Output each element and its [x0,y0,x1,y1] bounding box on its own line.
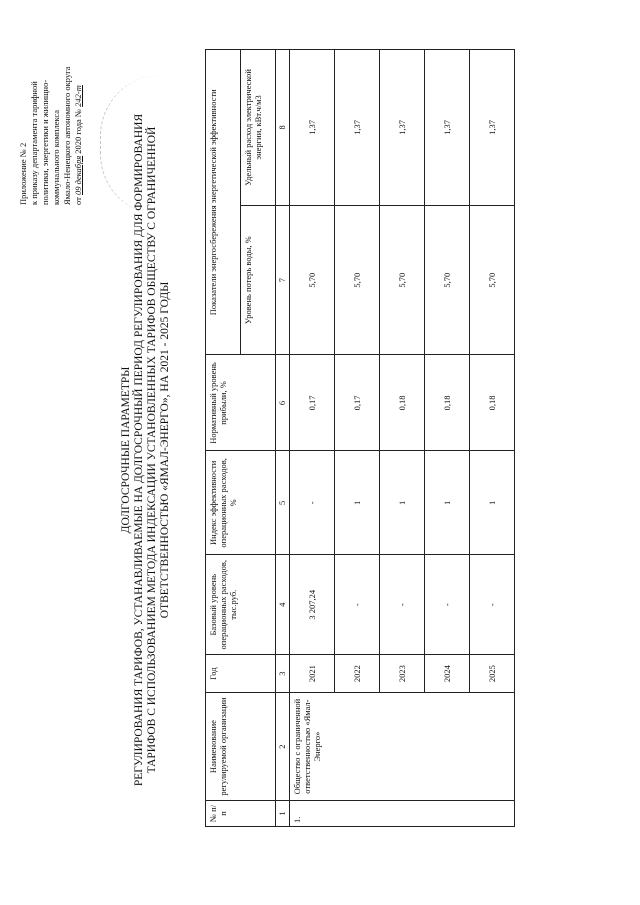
document-title [120,35,172,865]
cell-loss: 5,70 [470,205,515,355]
appendix-line: Ямало-Ненецкого автономного округа [62,66,72,205]
cell-year: 2023 [380,655,425,693]
cell-loss: 5,70 [335,205,380,355]
title-line: ТАРИФОВ С ИСПОЛЬЗОВАНИЕМ МЕТОДА ИНДЕКСАЦИИ УСТАНОВЛЕННЫХ ТАРИФОВ ОБЩЕСТВУ С ОГРАНИЧЕННОЙ [146,126,158,774]
appendix-date-line [73,5,84,205]
cell-year: 2022 [335,655,380,693]
header-org: Наименование регулируемой организации [206,693,276,801]
cell-index: 1 [425,451,470,555]
cell-consumption: 1,37 [470,50,515,206]
header-energy-group: Показатели энергосбережения энергетической эффективности [206,50,241,356]
handwritten-number: 242-т [73,85,83,107]
cell-consumption: 1,37 [425,50,470,206]
date-suffix: 2020 года № [73,108,83,154]
organization-name: Общество с ограниченной ответственностью «Ямал-Энерго» [290,693,515,801]
header-index: Индекс эффективности операционных расходов, % [206,451,276,555]
cell-base: - [335,555,380,655]
cell-profit: 0,18 [470,355,515,451]
date-prefix: от [73,197,83,205]
cell-year: 2024 [425,655,470,693]
cell-year: 2025 [470,655,515,693]
header-consumption: Удельный расход электрической энергии, кВт.ч/м3 [241,50,276,206]
title-line: ОТВЕТСТВЕННОСТЬЮ «ЯМАЛ-ЭНЕРГО», НА 2021 - 2025 ГОДЫ [159,281,171,619]
column-number: 1 [276,801,290,827]
appendix-line: коммунального комплекса [51,109,61,205]
cell-year: 2021 [290,655,335,693]
column-number: 8 [276,50,290,206]
column-number: 4 [276,555,290,655]
cell-profit: 0,17 [290,355,335,451]
appendix-block [18,5,84,205]
title-line: РЕГУЛИРОВАНИЯ ТАРИФОВ, УСТАНАВЛИВАЕМЫЕ НА ДОЛГОСРОЧНЫЙ ПЕРИОД РЕГУЛИРОВАНИЯ ДЛЯ ФОРМИРОВАНИЯ [133,113,145,787]
cell-profit: 0,18 [380,355,425,451]
cell-base: - [470,555,515,655]
handwritten-date: 09 декабря [73,155,83,196]
column-number: 6 [276,355,290,451]
row-number: 1. [290,801,515,827]
cell-loss: 5,70 [425,205,470,355]
column-number: 2 [276,693,290,801]
appendix-line: к приказу департамента тарифной [29,81,39,205]
cell-base: - [380,555,425,655]
column-number: 7 [276,205,290,355]
cell-profit: 0,18 [425,355,470,451]
appendix-line: политики, энергетики и жилищно- [40,79,50,205]
cell-consumption: 1,37 [290,50,335,206]
cell-index: 1 [470,451,515,555]
column-number: 3 [276,655,290,693]
header-base: Базовый уровень операционных расходов, тыс.руб. [206,555,276,655]
cell-consumption: 1,37 [380,50,425,206]
cell-loss: 5,70 [290,205,335,355]
cell-loss: 5,70 [380,205,425,355]
parameters-table [205,49,515,827]
header-loss: Уровень потерь воды, % [241,205,276,355]
title-line: ДОЛГОСРОЧНЫЕ ПАРАМЕТРЫ [120,366,132,534]
table-row [290,50,335,827]
cell-index: 1 [335,451,380,555]
cell-consumption: 1,37 [335,50,380,206]
cell-base: - [425,555,470,655]
cell-profit: 0,17 [335,355,380,451]
appendix-line: Приложение № 2 [18,142,28,205]
header-num: № п/п [206,801,276,827]
header-profit: Нормативный уровень прибыли, % [206,355,276,451]
cell-base: 3 207,24 [290,555,335,655]
header-year: Год [206,655,276,693]
cell-index: 1 [380,451,425,555]
cell-index: - [290,451,335,555]
column-number: 5 [276,451,290,555]
